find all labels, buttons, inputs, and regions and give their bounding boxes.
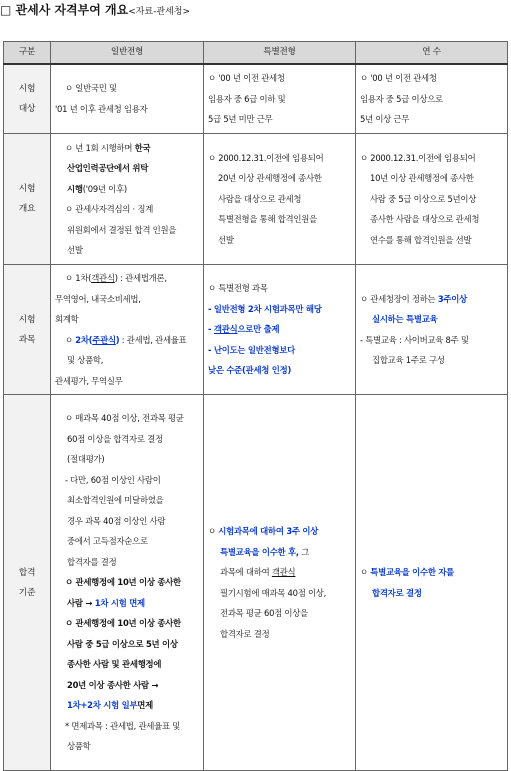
text-line: 최소합격인원에 미달하였을 (67, 495, 164, 506)
text-span: 시험과목에 대하여 3주 이상 (218, 526, 319, 536)
text-line (208, 521, 353, 542)
text-span: 으로만 출제 (237, 324, 280, 335)
label-exam-subjects (4, 265, 51, 395)
text-line: 10년 이상 관세행정에 종사한 (370, 173, 474, 184)
pass-training-cell (356, 395, 508, 771)
text-line: 60점 이상을 합격자로 결정 (67, 433, 163, 444)
subjects-special-cell (204, 265, 356, 395)
text-line: 및 상품학, (67, 355, 104, 365)
text-line (208, 542, 353, 563)
text-span: : 관세법, 관세율표 (119, 334, 187, 345)
row-pass-criteria (4, 395, 508, 771)
pass-special-cell (204, 395, 356, 771)
text-line: - 특별교육 : 사이버교육 8주 및 (360, 334, 469, 345)
text-line: 20년 이상 관세행정에 종사한 (218, 173, 322, 184)
header-training: 연 수 (356, 42, 508, 64)
text-line: 사람 중 5급 이상으로 5년 이상 (67, 638, 178, 649)
text-line: 사람을 대상으로 관세청 (218, 193, 302, 204)
text-line: ㅇ 2000.12.31.이전에 임용되어 (208, 152, 324, 163)
text-line: ㅇ 특별전형 과목 (208, 283, 268, 294)
title-main: □ 관세사 자격부여 개요 (0, 3, 129, 17)
text-line: - 다만, 60점 이상인 사람이 (65, 474, 161, 485)
row-exam-overview (4, 134, 508, 265)
text-span: 1차+2차 시험 일부 (67, 700, 138, 711)
label-line: 시험 (18, 314, 36, 325)
text-line: 연수를 통해 합격인원을 선발 (370, 234, 472, 245)
subjects-training-cell (356, 265, 508, 395)
text-span: 객관식 (213, 324, 238, 335)
text-span: 사람 → (67, 597, 95, 608)
text-line: 5년 이상 근무 (360, 114, 410, 124)
text-line (55, 179, 201, 200)
pass-general-cell (51, 395, 204, 771)
text-span: 과목에 대하여 (220, 567, 272, 577)
text-line (208, 562, 353, 583)
text-line: 임용자 중 6급 이하 및 (208, 93, 286, 104)
text-line: 합격자로 결정 (220, 628, 270, 639)
text-line: 임용자 중 5급 이상으로 (360, 93, 443, 104)
target-general-cell (51, 64, 204, 134)
text-span: 면제 (137, 700, 153, 711)
text-line: 상품학 (67, 741, 91, 752)
header-general: 일반전형 (51, 42, 204, 64)
text-span: 한국 (134, 142, 151, 153)
text-line: ㅇ 관세행정에 10년 이상 종사한 (65, 618, 181, 629)
row-exam-target (4, 64, 508, 134)
text-span: ('09년 이후) (82, 183, 127, 194)
text-line: (절대평가) (67, 454, 105, 465)
label-line: 개요 (18, 204, 36, 214)
text-span: 특별교육을 이수한 후, (220, 546, 299, 557)
text-line: ㅇ '00 년 이전 관세청 (360, 73, 437, 83)
text-span: ㅇ 년 1회 시행하며 (65, 142, 135, 153)
text-line: 합격자로 결정 (372, 587, 422, 598)
label-pass-criteria (4, 395, 51, 771)
text-line: '01 년 이후 관세청 임용자 (55, 103, 148, 114)
text-line: 특별전형을 통해 합격인원을 (218, 214, 317, 225)
document-title (0, 0, 511, 22)
text-line: 경우 과목 40점 이상인 사람 (67, 515, 166, 526)
text-line: 전과목 평균 60점 이상을 (220, 608, 308, 618)
label-line: 합격 (18, 567, 36, 578)
text-line: 종사한 사람 및 관세행정에 (67, 659, 162, 670)
text-line: 선발 (218, 234, 234, 245)
text-line: 관세평가, 무역실무 (55, 375, 123, 386)
text-line: 5급 5년 미만 근무 (208, 114, 273, 124)
text-span: 객관식 (91, 273, 115, 283)
text-line (55, 268, 201, 289)
text-line: 산업인력공단에서 위탁 (67, 163, 149, 173)
text-span: 시행 (67, 183, 83, 194)
text-span: 3주이상 (437, 293, 467, 304)
header-row (4, 42, 508, 64)
text-line: * 면제과목 : 관세법, 관세율표 및 (65, 720, 181, 731)
text-span: ) (115, 334, 120, 345)
text-span: ㅇ 관세청장이 정하는 (360, 293, 438, 304)
text-line: 무역영어, 내국소비세법, (55, 293, 141, 304)
text-line: 실시하는 특별교육 (372, 314, 438, 324)
text-line: 중에서 고득점자순으로 (67, 536, 148, 547)
target-special-cell (204, 64, 356, 134)
label-line: 과목 (18, 334, 36, 345)
overview-special-cell (204, 134, 356, 265)
text-line: ㅇ 관세사자격심의 · 징계 (65, 204, 154, 214)
text-line: 필기시험에 매과목 40점 이상, (220, 587, 327, 598)
text-span: - (208, 324, 214, 335)
label-line: 시험 (18, 184, 36, 194)
text-line: 종사한 사람을 대상으로 관세청 (370, 214, 480, 225)
text-line: 사람 중 5급 이상으로 5년이상 (370, 193, 477, 204)
label-exam-overview (4, 134, 51, 265)
row-exam-subjects (4, 265, 508, 395)
text-line: 합격자를 결정 (67, 556, 117, 567)
text-line (360, 289, 505, 310)
text-span: 객관식 (271, 567, 296, 577)
text-span: ㅇ 1차( (65, 273, 92, 283)
text-line: - 난이도는 일반전형보다 (208, 344, 295, 355)
label-line: 대상 (18, 103, 36, 114)
text-line: ㅇ 일반국민 및 (65, 83, 117, 94)
overview-training-cell (356, 134, 508, 265)
text-line: - 일반전형 2차 시험과목만 해당 (208, 303, 322, 314)
text-line (55, 138, 201, 159)
text-line (360, 562, 505, 583)
text-span: ㅇ (65, 334, 76, 345)
text-span: ㅇ (360, 567, 371, 577)
subjects-general-cell (51, 265, 204, 395)
text-line (55, 593, 201, 614)
text-line: 위원회에서 결정된 합격 인원을 (67, 224, 177, 235)
text-span: 그 (298, 546, 310, 557)
target-training-cell (356, 64, 508, 134)
label-line: 시험 (18, 83, 36, 94)
label-line: 기준 (18, 587, 36, 598)
text-line: ㅇ 관세행정에 10년 이상 종사한 (65, 577, 181, 588)
text-line: ㅇ 매과목 40점 이상, 전과목 평균 (65, 413, 184, 424)
text-line: ㅇ '00 년 이전 관세청 (208, 73, 285, 83)
text-span: 특별교육을 이수한 자를 (370, 567, 454, 577)
text-span: 1차 시험 면제 (94, 597, 145, 608)
text-span: 2차( (75, 334, 93, 345)
title-source: <자료-관세청> (128, 7, 191, 17)
text-line: ㅇ 2000.12.31.이전에 임용되어 (360, 152, 476, 163)
text-line: 집합교육 1주로 구성 (372, 355, 445, 365)
text-span: ) : 관세법개론, (114, 273, 167, 283)
text-line: 회계학 (55, 314, 79, 324)
customs-broker-overview-table (3, 41, 508, 771)
text-line (55, 695, 201, 716)
header-category: 구분 (4, 42, 51, 64)
text-span: ㅇ (208, 526, 219, 536)
text-line: 선발 (67, 245, 83, 255)
text-line: 20년 이상 종사한 사람 → (67, 679, 159, 690)
text-line: 낮은 수준(관세청 인정) (208, 365, 292, 376)
header-special: 특별전형 (204, 42, 356, 64)
text-line (208, 319, 353, 340)
overview-general-cell (51, 134, 204, 265)
label-exam-target (4, 64, 51, 134)
text-span: 주관식 (92, 334, 116, 345)
text-line (55, 330, 201, 351)
